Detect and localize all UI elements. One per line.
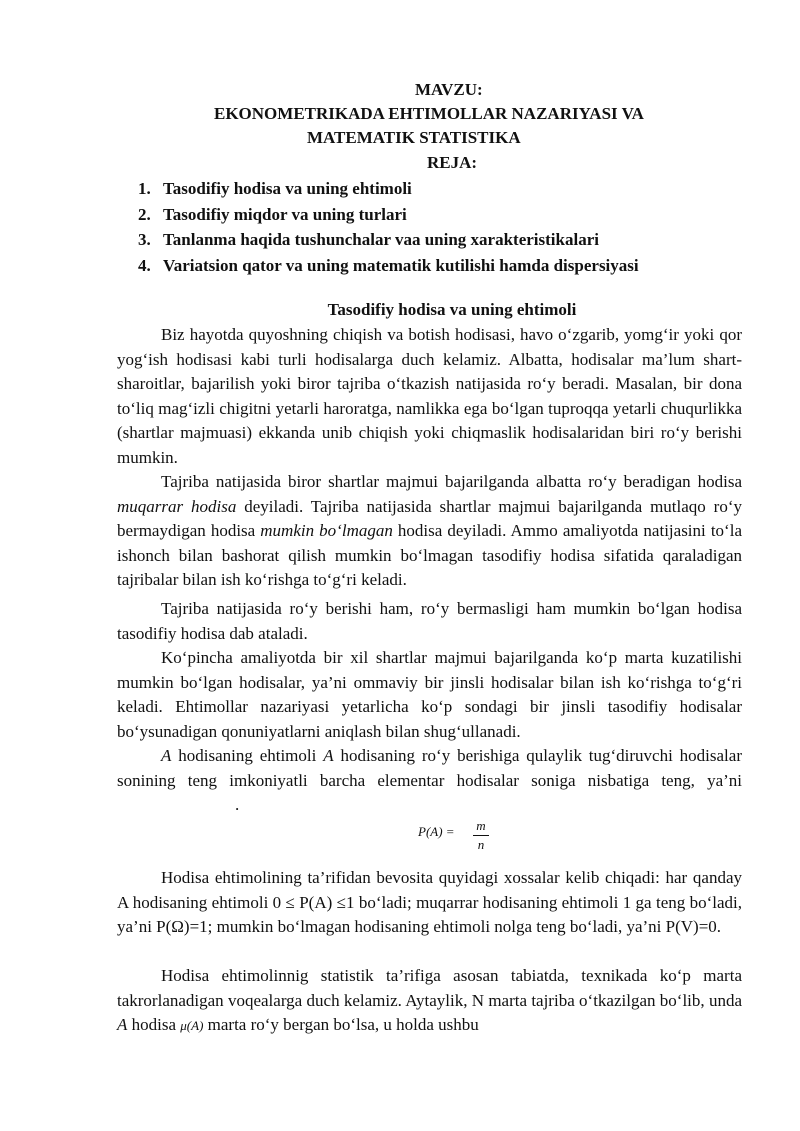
paragraph-text: Tajriba natijasida biror shartlar majmui bajarilganda albatta ro‘y beradigan hodisa [161, 472, 742, 491]
event-symbol: A [161, 746, 172, 765]
plan-item-number: 3. [138, 230, 151, 249]
plan-item-number: 4. [138, 255, 151, 275]
plan-list [138, 176, 758, 278]
topic-label: MAVZU: [415, 80, 483, 99]
plan-item [138, 253, 758, 279]
formula-denominator: n [477, 837, 485, 852]
paragraph-text: hodisaning ro‘y berishiga qulaylik tug‘diruvchi hodisalar sonining teng imkoniyatli barcha elementar hodisalar soniga nisbatiga teng, ya’ni [117, 746, 742, 790]
paragraph-intro: Biz hayotda quyoshning chiqish va botish hodisasi, havo o‘zgarib, yomg‘ir yoki qor yog‘ish hodisasi kabi turli hodisalarga duch kelamiz. Albatta, hodisalar ma’lum shart-sharoitlar, bajarilish yoki biror tajriba o‘tkazish natijasida ro‘y beradi. Masalan, bir dona to‘liq mag‘izli chigitni yetarli haroratga, namlikka ega bo‘lgan tuproqqa yetarli chuqurlikka (shartlar majmuasi) ekkanda unib chiqish yoki chiqmaslik hodisalaridan biri ro‘y berishi mumkin. [117, 325, 742, 467]
plan-item-number: 1. [138, 179, 151, 198]
frequency-symbol: μ(A) [180, 1018, 204, 1033]
paragraph-text: deyiladi. Tajriba natijasida shartlar majmui bajarilganda mutlaqo ro‘y bermaydigan hodisa [117, 496, 742, 540]
term-certain-event: muqarrar hodisa [117, 496, 237, 516]
formula-numerator: m [476, 818, 486, 833]
plan-item-text: Tasodifiy miqdor va uning turlari [163, 204, 407, 224]
paragraph-statistical-definition [117, 964, 742, 1039]
plan-item [138, 176, 758, 202]
document-title-line2: MATEMATIK STATISTIKA [307, 128, 521, 147]
plan-item [138, 202, 758, 228]
paragraph-text: hodisa deyiladi. Ammo amaliyotda natijasini to‘la ishonch bilan bashorat qilish mumkin bo‘lmagan tasodifiy hodisa sifatida qaraladigan tajribalar bilan ish ko‘rishga to‘g‘ri keladi. [117, 521, 742, 589]
plan-item-text: Tasodifiy hodisa va uning ehtimoli [163, 179, 412, 198]
paragraph-random-event: Tajriba natijasida ro‘y berishi ham, ro‘y bermasligi ham mumkin bo‘lgan hodisa tasodifiy hodisa dab ataladi. [117, 599, 742, 643]
paragraph-text: hodisa [127, 1015, 181, 1034]
paragraph-text: . [235, 795, 240, 814]
document-title-line1: EKONOMETRIKADA EHTIMOLLAR NAZARIYASI VA [214, 104, 644, 123]
plan-item-text: Variatsion qator va uning matematik kutilishi hamda dispersiyasi [163, 255, 639, 275]
paragraph-probability-definition [117, 744, 742, 818]
formula-lhs: P(A) = [418, 824, 455, 839]
plan-label: REJA: [427, 153, 478, 172]
plan-item-text: Tanlanma haqida tushunchalar vaa uning xarakteristikalari [163, 230, 599, 249]
paragraph-text: Hodisa ehtimolinnig statistik ta’rifiga asosan tabiatda, texnikada ko‘p marta takrorlanadigan voqealarga duch kelamiz. Aytaylik, N marta tajriba o‘tkazilgan bo‘lib, unda [117, 966, 742, 1010]
term-impossible-event: mumkin bo‘lmagan [260, 521, 393, 540]
paragraph-properties: Hodisa ehtimolining ta’rifidan bevosita quyidagi xossalar kelib chiqadi: har qanday A hodisaning ehtimoli 0 ≤ P(A) ≤1 bo‘ladi; muqarrar hodisaning ehtimoli 1 ga teng bo‘ladi, ya’ni P(Ω)=1; mumkin bo‘lmagan hodisaning ehtimoli nolga teng bo‘ladi, ya’ni P(V)=0. [117, 868, 742, 936]
paragraph-definitions [117, 470, 742, 593]
formula-fraction [473, 818, 489, 853]
section-title: Tasodifiy hodisa va uning ehtimoli [327, 300, 577, 319]
event-symbol: A [117, 1015, 128, 1034]
paragraph-mass-events: Ko‘pincha amaliyotda bir xil shartlar majmui bajarilganda ko‘p marta kuzatilishi mumkin bo‘lgan hodisalar, ya’ni ommaviy bir jinsli hodisalar bilan ish ko‘rishga to‘g‘ri keladi. Ehtimollar nazariyasi yetarlicha ko‘p sondagi bir jinsli tasodifiy hodisalar bo‘ysunadigan qonuniyatlarni aniqlash bilan shug‘ullanadi. [117, 648, 742, 741]
plan-item-number: 2. [138, 204, 151, 224]
plan-item [138, 227, 758, 253]
fraction-bar [473, 835, 489, 836]
paragraph-text: marta ro‘y bergan bo‘lsa, u holda ushbu [203, 1015, 479, 1034]
event-symbol: A [323, 746, 334, 765]
paragraph-text: hodisaning ehtimoli [171, 746, 324, 765]
